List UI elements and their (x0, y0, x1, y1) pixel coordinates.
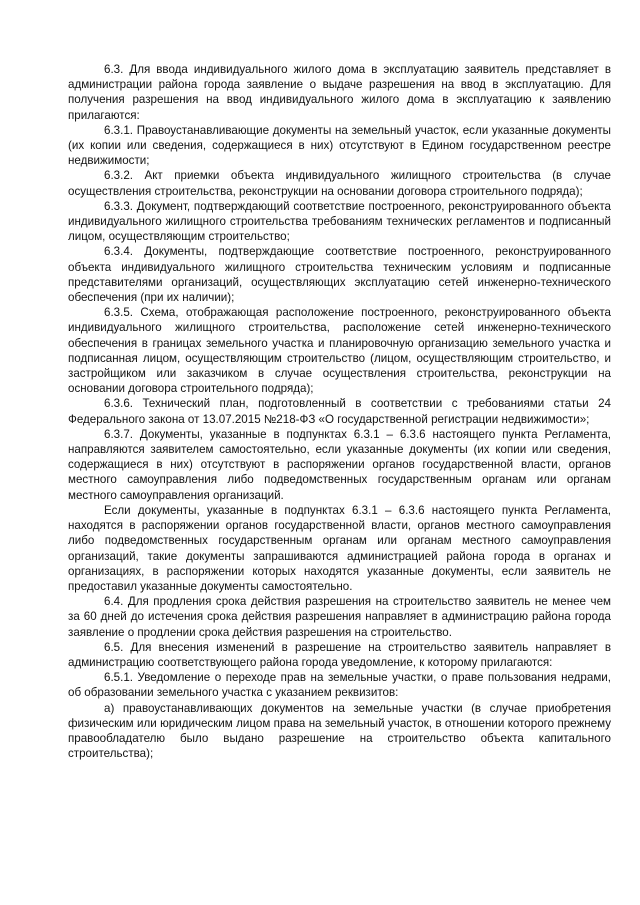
paragraph-6-3-6: 6.3.6. Технический план, подготовленный в соответствии с требованиями статьи 24 Федерального закона от 13.07.2015 №218-ФЗ «О государственной регистрации недвижимости»; (68, 397, 611, 426)
document-page (68, 62, 611, 761)
paragraph-6-3-7: 6.3.7. Документы, указанные в подпунктах 6.3.1 – 6.3.6 настоящего пункта Регламента, направляются заявителем самостоятельно, если указанные документы (их копии или сведения, содержащиеся в них) отсутствуют в распоряжении органов государственной власти, органов местного самоуправления либо подведомственных государственным органам или органам местного самоуправления организаций. (68, 427, 611, 502)
paragraph-6-3-5: 6.3.5. Схема, отображающая расположение построенного, реконструированного объекта индивидуального жилищного строительства, расположение сетей инженерно-технического обеспечения в границах земельного участка и планировочную организацию земельного участка и подписанная лицом, осуществляющим строительство (лицом, осуществляющим строительство, и застройщиком или заказчиком в случае осуществления строительства, реконструкции на основании договора строительного подряда); (68, 306, 611, 396)
paragraph-6-5-1: 6.5.1. Уведомление о переходе прав на земельные участки, о праве пользования недрами, об образовании земельного участка с указанием реквизитов: (68, 671, 611, 700)
paragraph-6-3: 6.3. Для ввода индивидуального жилого дома в эксплуатацию заявитель представляет в администрации района города заявление о выдаче разрешения на ввод в эксплуатацию. Для получения разрешения на ввод индивидуального жилого дома в эксплуатацию к заявлению прилагаются: (68, 63, 611, 122)
paragraph-6-4: 6.4. Для продления срока действия разрешения на строительство заявитель не менее чем за 60 дней до истечения срока действия разрешения направляет в администрацию района города заявление о продлении срока действия разрешения на строительство. (68, 595, 611, 639)
paragraph-6-3-7-continued: Если документы, указанные в подпунктах 6.3.1 – 6.3.6 настоящего пункта Регламента, находятся в распоряжении органов государственной власти, органов местного самоуправления либо подведомственных государственным органам или органам местного самоуправления организаций, такие документы запрашиваются администрацией района города в органах и организациях, в распоряжении которых находятся указанные документы, если заявитель не предоставил указанные документы самостоятельно. (68, 503, 611, 593)
paragraph-6-3-4: 6.3.4. Документы, подтверждающие соответствие построенного, реконструированного объекта индивидуального жилищного строительства техническим условиям и подписанные представителями организаций, осуществляющих эксплуатацию сетей инженерно-технического обеспечения (при их наличии); (68, 245, 611, 305)
paragraph-6-5-1-a: а) правоустанавливающих документов на земельные участки (в случае приобретения физическим или юридическим лицом права на земельный участок, в отношении которого прежнему правообладателю было выдано разрешение на строительство объекта капитального строительства); (68, 701, 611, 761)
paragraph-6-5: 6.5. Для внесения изменений в разрешение на строительство заявитель направляет в администрацию соответствующего района города уведомление, к которому прилагаются: (68, 640, 611, 669)
paragraph-6-3-2: 6.3.2. Акт приемки объекта индивидуального жилищного строительства (в случае осуществления строительства, реконструкции на основании договора строительного подряда); (68, 169, 611, 198)
paragraph-6-3-3: 6.3.3. Документ, подтверждающий соответствие построенного, реконструированного объекта индивидуального жилищного строительства требованиям технических регламентов и подписанный лицом, осуществляющим строительство; (68, 199, 611, 244)
paragraph-6-3-1: 6.3.1. Правоустанавливающие документы на земельный участок, если указанные документы (их копии или сведения, содержащиеся в них) отсутствуют в Едином государственном реестре недвижимости; (68, 123, 611, 168)
